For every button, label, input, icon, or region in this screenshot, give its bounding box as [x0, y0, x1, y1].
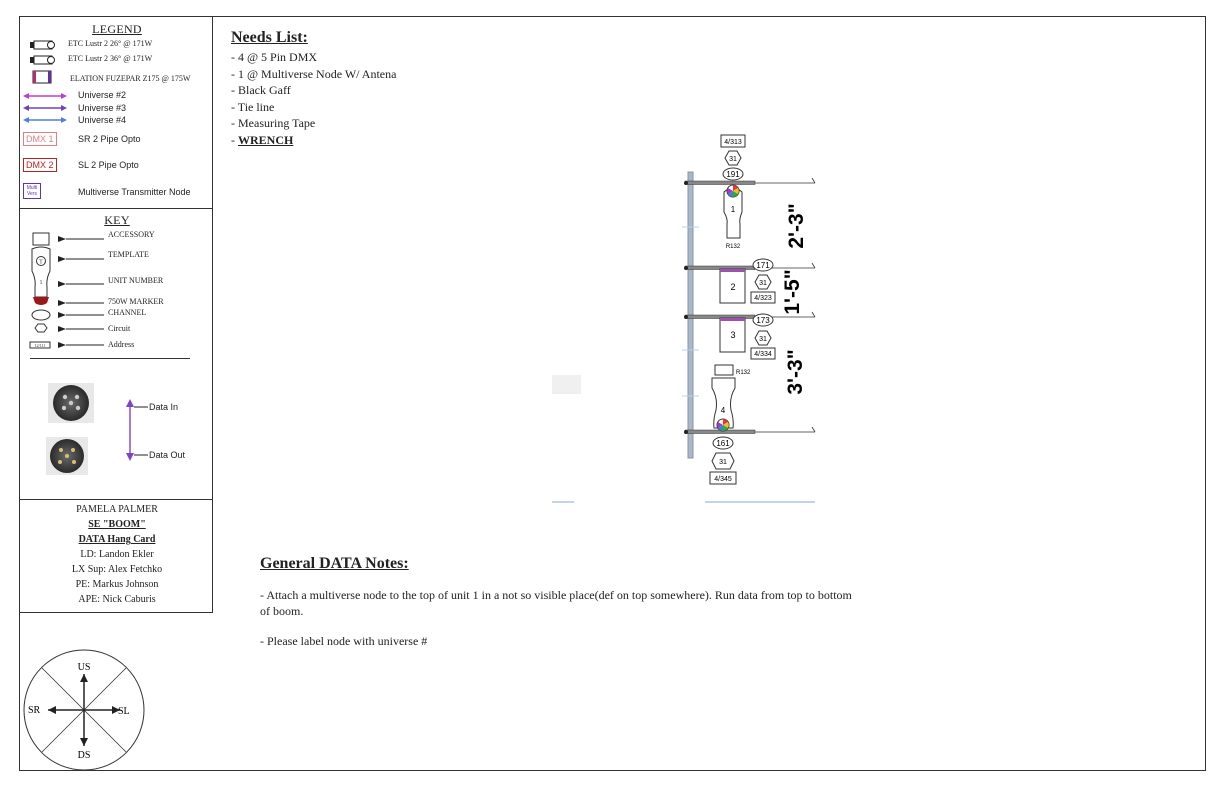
accessory-label: R132	[736, 370, 751, 376]
circuit-icon	[35, 324, 47, 332]
universe-3-arrow-icon	[23, 105, 67, 111]
universe-2-arrow-icon	[23, 93, 67, 99]
accessory-icon	[33, 233, 49, 245]
needs-title: Needs List:	[231, 29, 308, 46]
key-circuit: Circuit	[108, 324, 131, 333]
placeholder-box	[552, 375, 581, 394]
compass-rose	[20, 648, 148, 772]
circuit-label: 31	[759, 280, 767, 287]
legend-title: LEGEND	[92, 22, 142, 36]
marker-750w-icon	[33, 297, 49, 305]
address-label: 4/323	[754, 295, 772, 302]
fixture-unit-4	[710, 365, 751, 484]
credit-ld: LD: Landon Ekler	[80, 549, 154, 560]
legend-dmx1: SR 2 Pipe Opto	[78, 134, 141, 144]
fixture-unit-1	[721, 135, 745, 250]
sidebar	[19, 16, 213, 613]
card-title: DATA Hang Card	[78, 534, 156, 545]
unit-number: 1	[730, 205, 736, 214]
needs-item-wrench: - WRENCH	[231, 132, 294, 147]
divider	[20, 208, 212, 209]
compass-sr: SR	[28, 705, 41, 716]
key-title: KEY	[104, 213, 130, 227]
credits-block	[20, 502, 214, 607]
fixture-unit-3	[720, 314, 775, 359]
legend-lustr-26: ETC Lustr 2 26° @ 171W	[68, 39, 153, 48]
channel-label: 173	[756, 316, 770, 325]
lustr-26-icon	[30, 39, 58, 51]
compass-us: US	[77, 662, 91, 673]
dimension-3: 3'-3"	[784, 349, 807, 395]
data-out-label: Data Out	[149, 450, 186, 460]
credit-lx: LX Sup: Alex Fetchko	[71, 564, 163, 575]
key-template: TEMPLATE	[108, 250, 149, 259]
data-out-connector-icon	[46, 437, 88, 475]
needs-item: - 4 @ 5 Pin DMX	[231, 50, 318, 64]
circuit-label: 31	[759, 336, 767, 343]
needs-item: - Measuring Tape	[231, 116, 316, 131]
key-channel: CHANNEL	[108, 308, 147, 317]
circuit-label: 31	[729, 156, 737, 163]
dimension-1: 2'-3"	[785, 203, 808, 249]
key-750w-marker: 750W MARKER	[108, 297, 164, 306]
needs-item: - Tie line	[231, 99, 275, 114]
legend-fuzepar: ELATION FUZEPAR Z175 @ 175W	[70, 74, 191, 83]
designer-name: PAMELA PALMER	[76, 504, 158, 515]
key-divider	[30, 358, 190, 359]
note-1: - Attach a multiverse node to the top of unit 1 in a not so visible place(def on top somewhere). Run data from top to bottom of boom.	[260, 588, 852, 618]
svg-text:1: 1	[39, 280, 43, 286]
multiverse-box-icon: Multi Vers	[23, 183, 41, 199]
needs-item: - Black Gaff	[231, 83, 291, 98]
note-2: - Please label node with universe #	[260, 634, 428, 648]
data-in-connector-icon	[48, 383, 94, 423]
legend-universe-4: Universe #4	[78, 115, 127, 125]
lustr-36-icon	[30, 54, 58, 66]
universe-arrows	[23, 90, 67, 124]
circuit-label: 31	[719, 459, 727, 466]
legend-universe-3: Universe #3	[78, 103, 127, 113]
compass-ds: DS	[77, 750, 91, 761]
dimension-2: 1'-5"	[781, 269, 804, 315]
needs-item: - 1 @ Multiverse Node W/ Antena	[231, 66, 397, 81]
accessory-label: R132	[725, 244, 741, 250]
key-address: Address	[108, 340, 135, 349]
unit-number: 3	[730, 330, 736, 340]
dmx1-box-icon: DMX 1	[23, 132, 57, 146]
needs-list	[231, 29, 396, 149]
data-in-label: Data In	[149, 402, 179, 412]
address-label: 4/313	[724, 139, 742, 146]
credits-divider	[20, 499, 212, 500]
credit-pe: PE: Markus Johnson	[75, 579, 159, 590]
unit-number: 2	[730, 282, 736, 292]
key-accessory: ACCESSORY	[108, 230, 155, 239]
fuzepar-icon	[32, 70, 54, 84]
address-label: 4/345	[714, 476, 732, 483]
boom-position: SE "BOOM"	[88, 519, 146, 530]
universe-4-arrow-icon	[23, 117, 67, 123]
channel-icon	[32, 310, 50, 320]
svg-text:T: T	[39, 259, 43, 266]
address-label: 4/334	[754, 351, 772, 358]
channel-label: 171	[756, 261, 770, 270]
credit-ape: APE: Nick Caburis	[78, 594, 156, 605]
general-notes	[260, 555, 860, 649]
unit-number: 4	[720, 406, 726, 415]
key-unit-number: UNIT NUMBER	[108, 276, 164, 285]
fixture-unit-2	[720, 259, 775, 303]
dmx2-box-icon: DMX 2	[23, 158, 57, 172]
legend-multiverse: Multiverse Transmitter Node	[78, 187, 191, 197]
channel-label: 161	[716, 439, 730, 448]
boom-diagram	[540, 120, 840, 520]
data-flow-arrow-icon	[124, 399, 152, 461]
legend-lustr-36: ETC Lustr 2 36° @ 171W	[68, 54, 153, 63]
legend-dmx2: SL 2 Pipe Opto	[78, 160, 139, 170]
compass-sl: SL	[118, 706, 130, 717]
legend-universe-2: Universe #2	[78, 90, 127, 100]
channel-label: 191	[726, 170, 740, 179]
notes-title: General DATA Notes:	[260, 555, 409, 572]
svg-text:12/111: 12/111	[34, 343, 46, 348]
